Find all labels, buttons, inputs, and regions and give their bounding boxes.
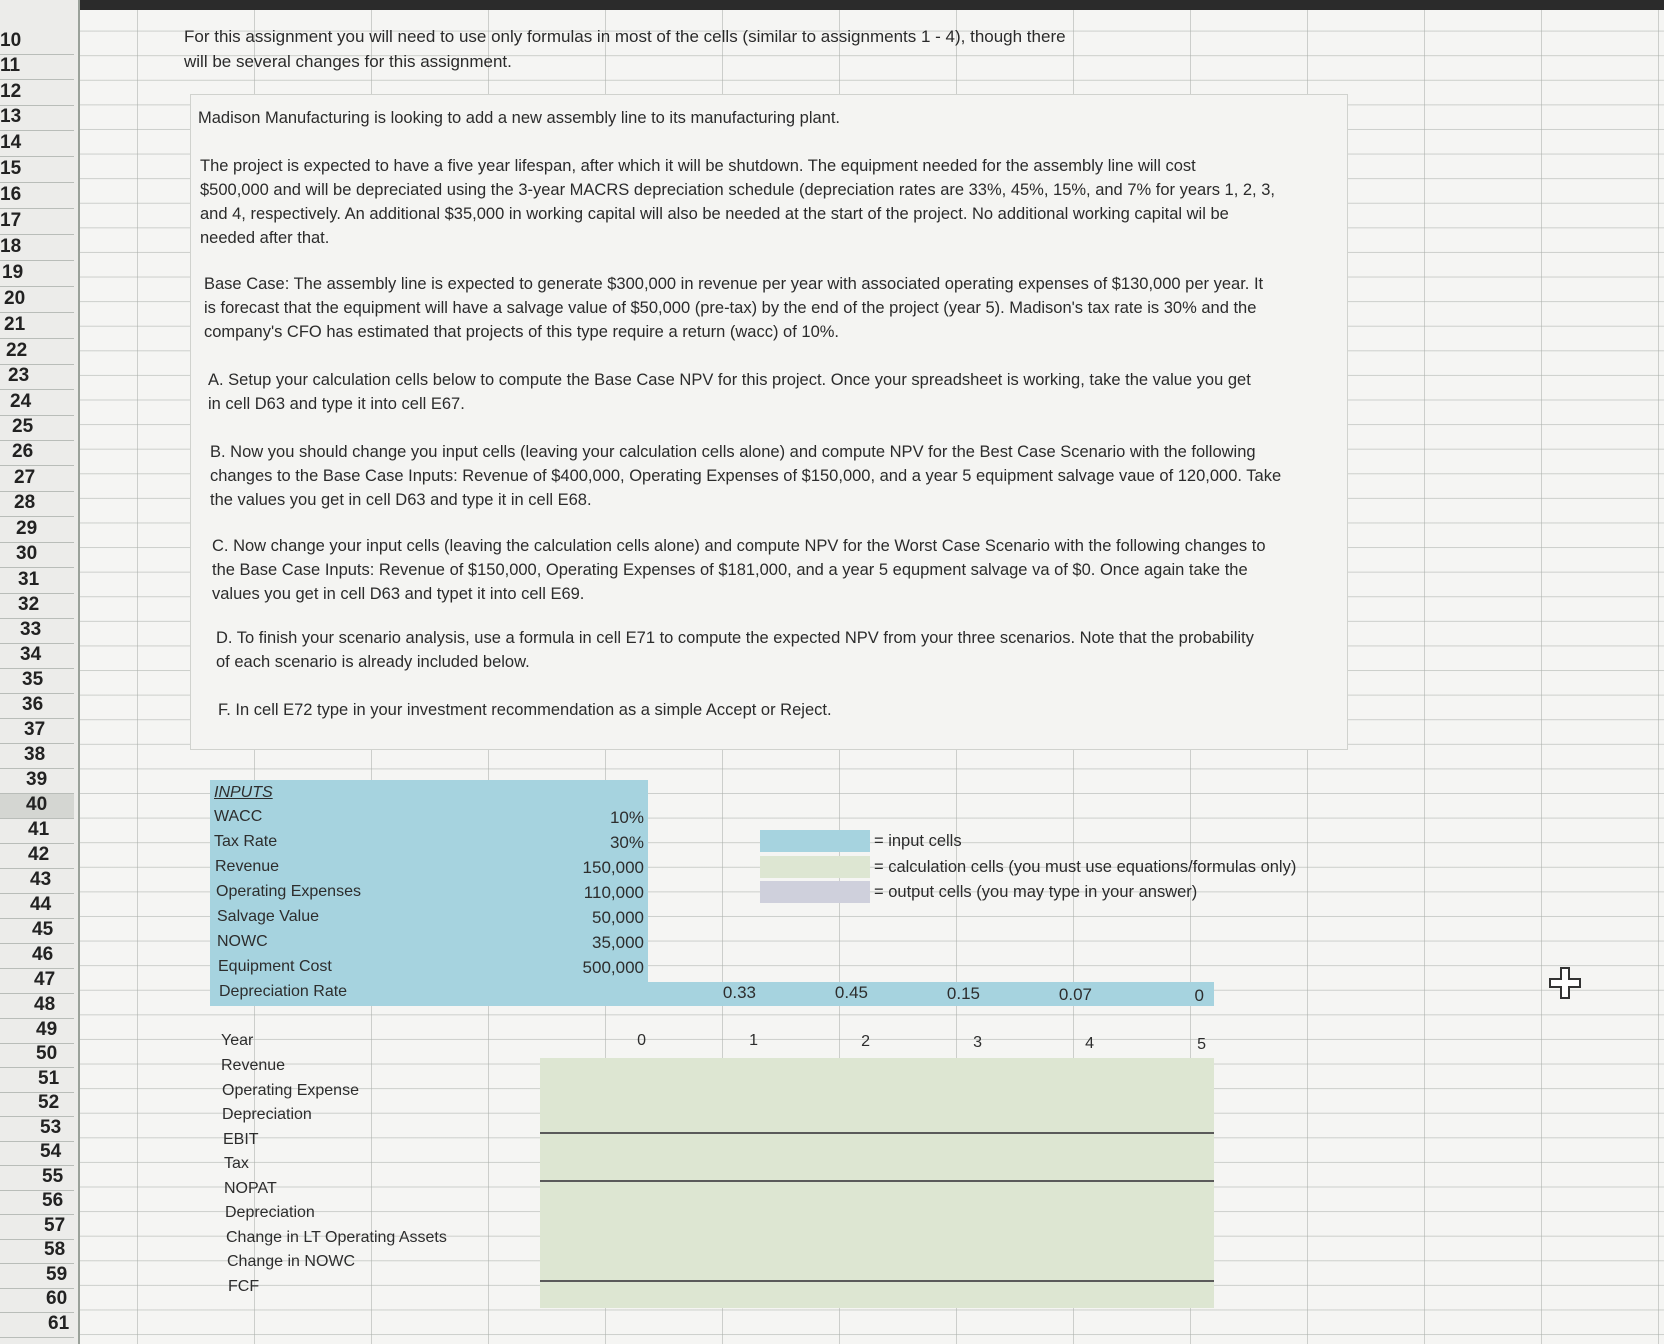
row-number[interactable]: 29	[0, 518, 74, 543]
legend-swatch-input	[760, 830, 870, 852]
text-line: company's CFO has estimated that projects of this type require a return (wacc) of 10%.	[204, 323, 840, 341]
input-label-salvage-value: Salvage Value	[217, 908, 319, 925]
depreciation-rate-year2[interactable]: 0.45	[834, 983, 868, 1002]
description-paragraph: Madison Manufacturing is looking to add a new assembly line to its manufacturing plant.	[198, 109, 841, 127]
row-number[interactable]: 39	[0, 769, 74, 794]
row-number[interactable]: 48	[0, 994, 74, 1019]
legend-swatch-output	[760, 881, 870, 903]
row-number[interactable]: 54	[0, 1141, 74, 1166]
inputs-header: INPUTS	[214, 784, 273, 801]
row-number[interactable]: 17	[0, 210, 74, 235]
legend-input-text: = input cells	[874, 832, 962, 850]
text-line: values you get in cell D63 and typet it into cell E69.	[212, 585, 585, 603]
input-label-revenue: Revenue	[215, 858, 280, 875]
calc-row-label: Change in NOWC	[227, 1253, 356, 1270]
text-line: in cell D63 and type it into cell E67.	[208, 395, 465, 413]
depreciation-rate-year5[interactable]: 0	[1194, 986, 1204, 1005]
task-d-paragraph	[216, 626, 1254, 674]
input-label-nowc: NOWC	[217, 933, 268, 950]
row-number[interactable]: 58	[0, 1239, 74, 1264]
row-number[interactable]: 57	[0, 1215, 74, 1240]
row-number[interactable]: 22	[0, 340, 74, 365]
text-line: Base Case: The assembly line is expected to generate $300,000 in revenue per year with associated operating expenses of $130,000 per year. It	[204, 275, 1264, 293]
row-number[interactable]: 37	[0, 719, 74, 744]
assignment-intro	[184, 24, 1164, 74]
row-number[interactable]: 44	[0, 894, 74, 919]
calc-row-label: Tax	[224, 1155, 249, 1172]
input-value-operating-expenses[interactable]: 110,000	[583, 883, 644, 902]
row-number[interactable]: 46	[0, 944, 74, 969]
text-line: is forecast that the equipment will have a salvage value of $50,000 (pre-tax) by the end of the project (year 5). Madison's tax rate is 30% and the	[204, 299, 1257, 317]
calc-row-label: Depreciation	[225, 1204, 315, 1221]
depreciation-rate-year3[interactable]: 0.15	[946, 984, 980, 1003]
row-number[interactable]: 43	[0, 869, 74, 894]
text-line: A. Setup your calculation cells below to compute the Base Case NPV for this project. Once your spreadsheet is working, take the value you get	[208, 371, 1251, 389]
calc-row-label: NOPAT	[224, 1180, 277, 1197]
row-number[interactable]: 60	[0, 1288, 74, 1313]
input-value-equipment-cost[interactable]: 500,000	[582, 958, 644, 977]
row-number[interactable]: 38	[0, 744, 74, 769]
row-number[interactable]: 50	[0, 1043, 74, 1068]
input-label-equipment-cost: Equipment Cost	[218, 958, 332, 975]
text-line: D. To finish your scenario analysis, use a formula in cell E71 to compute the expected NPV from your three scenarios. Note that the probability	[216, 629, 1254, 647]
top-toolbar-edge	[0, 0, 1664, 10]
text-line: $500,000 and will be depreciated using the 3-year MACRS depreciation schedule (depreciation rates are 33%, 45%, 15%, and 7% for years 1, 2, 3,	[200, 181, 1275, 199]
row-number[interactable]: 12	[0, 81, 74, 106]
row-number[interactable]: 51	[0, 1068, 74, 1093]
input-value-salvage-value[interactable]: 50,000	[592, 908, 644, 927]
text-line: needed after that.	[200, 229, 330, 247]
task-c-paragraph	[212, 534, 1266, 606]
calc-divider	[540, 1180, 1214, 1182]
row-number[interactable]: 32	[0, 594, 74, 619]
year-cell[interactable]: 1	[749, 1032, 758, 1049]
depreciation-rate-year1[interactable]: 0.33	[722, 983, 756, 1002]
row-number[interactable]: 21	[0, 314, 74, 339]
row-number[interactable]: 26	[0, 441, 74, 466]
cell-select-cursor-icon	[1548, 966, 1582, 1000]
task-b-paragraph	[210, 440, 1281, 512]
depreciation-rate-year4[interactable]: 0.07	[1058, 985, 1092, 1004]
row-number[interactable]: 36	[0, 694, 74, 719]
row-number[interactable]: 52	[0, 1092, 74, 1117]
text-line: and 4, respectively. An additional $35,000 in working capital will also be needed at the start of the project. No additional working capital wil be	[200, 205, 1229, 223]
row-number[interactable]: 53	[0, 1117, 74, 1142]
row-number[interactable]: 27	[0, 467, 74, 492]
input-label-tax-rate: Tax Rate	[214, 833, 278, 850]
row-number[interactable]: 24	[0, 391, 74, 416]
input-label-wacc: WACC	[214, 808, 263, 825]
year-cell[interactable]: 2	[861, 1033, 870, 1050]
year-cell[interactable]: 5	[1197, 1036, 1206, 1053]
text-line: C. Now change your input cells (leaving the calculation cells alone) and compute NPV for the Worst Case Scenario with the following changes to	[212, 537, 1266, 555]
task-a-paragraph	[208, 368, 1251, 416]
task-f-paragraph: F. In cell E72 type in your investment recommendation as a simple Accept or Reject.	[218, 701, 832, 719]
row-number[interactable]: 28	[0, 492, 74, 517]
row-number[interactable]: 42	[0, 844, 74, 869]
year-cell[interactable]: 4	[1085, 1035, 1094, 1052]
calc-row-label: Revenue	[221, 1057, 286, 1074]
year-cell[interactable]: 0	[637, 1032, 646, 1049]
calc-row-label: Operating Expense	[222, 1082, 359, 1099]
text-line: the Base Case Inputs: Revenue of $150,000, Operating Expenses of $181,000, and a year 5 equpment salvage va of $0. Once again take the	[212, 561, 1248, 579]
input-label-depreciation-rate: Depreciation Rate	[219, 983, 348, 1000]
row-number[interactable]: 14	[0, 132, 74, 157]
description-paragraph	[200, 154, 1275, 250]
intro-line: For this assignment you will need to use only formulas in most of the cells (similar to assignments 1 - 4), though there	[184, 27, 1066, 46]
year-cell[interactable]: 3	[973, 1034, 982, 1051]
row-number[interactable]: 34	[0, 644, 74, 669]
calc-row-label: Depreciation	[222, 1106, 312, 1123]
input-value-wacc[interactable]: 10%	[609, 808, 644, 827]
row-number[interactable]: 15	[0, 158, 74, 183]
input-value-nowc[interactable]: 35,000	[592, 933, 644, 952]
text-line: of each scenario is already included below.	[216, 653, 530, 671]
row-number[interactable]: 49	[0, 1019, 74, 1044]
year-label: Year	[221, 1032, 254, 1049]
row-number[interactable]: 16	[0, 184, 74, 209]
row-number[interactable]: 61	[0, 1313, 74, 1338]
legend-swatch-calc	[760, 856, 870, 878]
calc-row-label: FCF	[228, 1278, 260, 1295]
row-number[interactable]: 55	[0, 1166, 74, 1191]
row-number[interactable]: 41	[0, 819, 74, 844]
row-number[interactable]: 23	[0, 365, 74, 390]
input-value-revenue[interactable]: 150,000	[582, 858, 644, 877]
legend-output-text: = output cells (you may type in your answer)	[874, 883, 1198, 901]
row-number[interactable]: 18	[0, 236, 74, 261]
row-number-selected[interactable]: 40	[0, 794, 74, 819]
row-number[interactable]: 10	[0, 30, 74, 55]
row-number[interactable]: 11	[0, 55, 74, 80]
row-number[interactable]: 13	[0, 106, 74, 131]
row-number[interactable]: 47	[0, 969, 74, 994]
calc-row-label: EBIT	[223, 1131, 259, 1148]
calculation-cells[interactable]	[540, 1058, 1214, 1308]
input-label-operating-expenses: Operating Expenses	[216, 883, 361, 900]
row-number[interactable]: 31	[0, 569, 74, 594]
input-value-tax-rate[interactable]: 30%	[609, 833, 644, 852]
intro-line: will be several changes for this assignment.	[184, 52, 512, 71]
text-line: B. Now you should change you input cells (leaving your calculation cells alone) and compute NPV for the Best Case Scenario with the following	[210, 443, 1256, 461]
row-number[interactable]: 56	[0, 1190, 74, 1215]
row-header-column	[0, 0, 80, 1344]
row-number[interactable]: 30	[0, 543, 74, 568]
legend-calc-text: = calculation cells (you must use equations/formulas only)	[874, 858, 1297, 876]
base-case-paragraph	[204, 272, 1263, 344]
text-line: changes to the Base Case Inputs: Revenue of $400,000, Operating Expenses of $150,000, and a year 5 equipment salvage vaue of 120,000. Take	[210, 467, 1282, 485]
calc-row-label: Change in LT Operating Assets	[226, 1229, 447, 1246]
row-number[interactable]: 20	[0, 288, 74, 313]
row-number[interactable]: 33	[0, 619, 74, 644]
text-line: The project is expected to have a five year lifespan, after which it will be shutdown. The equipment needed for the assembly line will cost	[200, 157, 1196, 175]
row-number[interactable]: 35	[0, 669, 74, 694]
row-number[interactable]: 59	[0, 1264, 74, 1289]
row-number[interactable]: 19	[0, 262, 74, 287]
calc-divider	[540, 1280, 1214, 1282]
text-line: the values you get in cell D63 and type it in cell E68.	[210, 491, 592, 509]
row-number[interactable]: 45	[0, 919, 74, 944]
calc-divider	[540, 1132, 1214, 1134]
row-number[interactable]: 25	[0, 416, 74, 441]
